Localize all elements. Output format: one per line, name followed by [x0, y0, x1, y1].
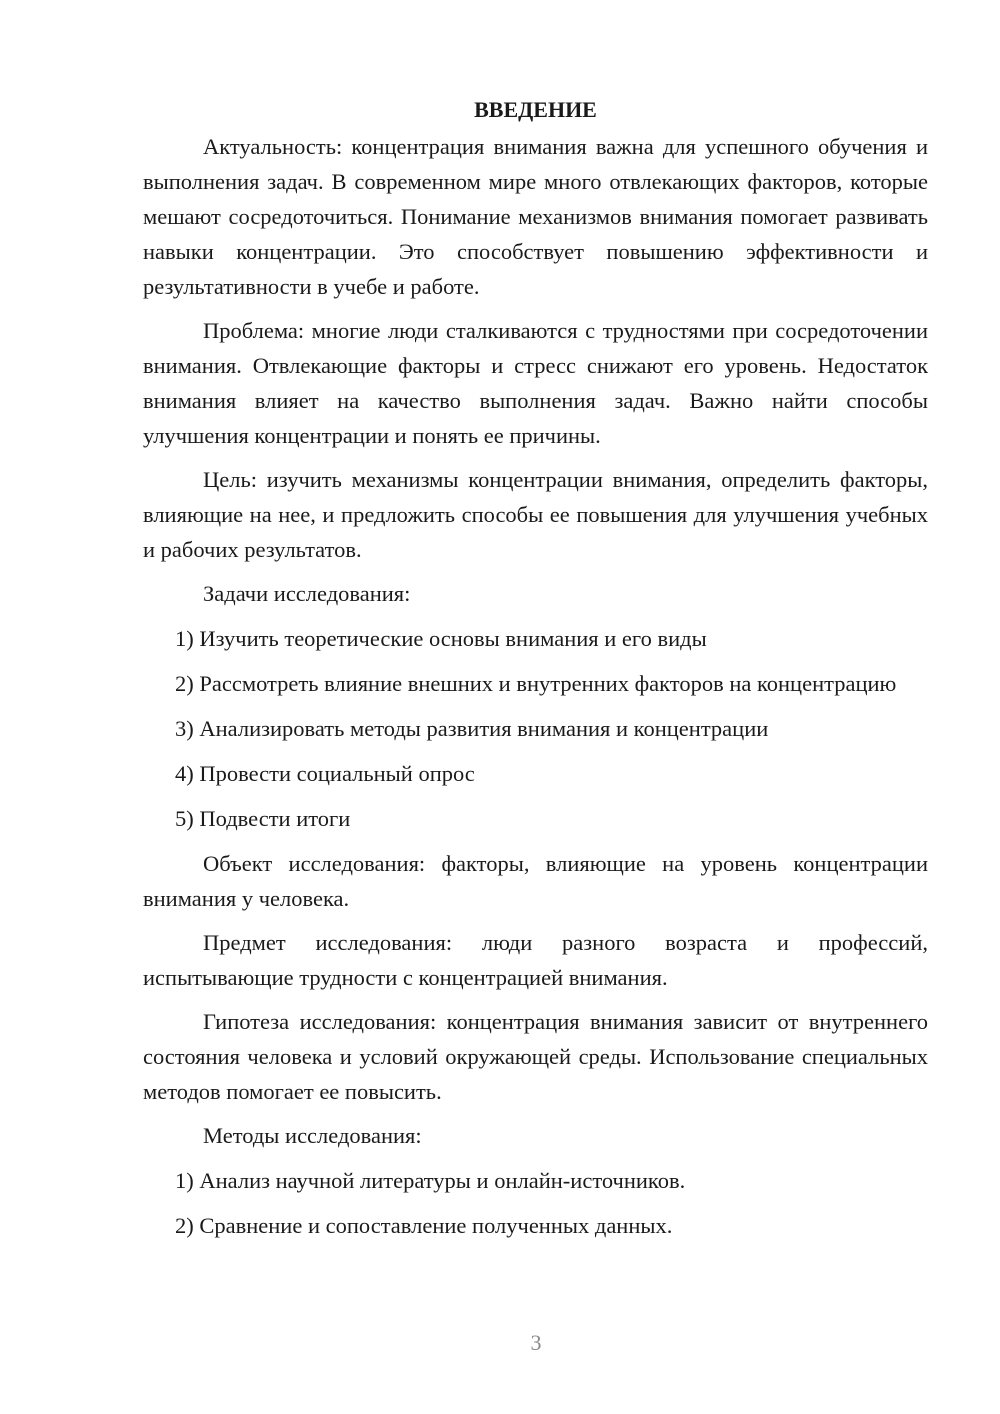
problem-paragraph: Проблема: многие люди сталкиваются с трудностями при сосредоточении внимания. Отвлекающие факторы и стресс снижают его уровень. Недостаток внимания влияет на качество выполнения задач. Важно найти способы улучшения концентрации и понять ее причины. — [143, 318, 928, 448]
document-page — [143, 92, 928, 1253]
tasks-label: Задачи исследования: — [203, 581, 411, 606]
methods-list — [143, 1163, 928, 1243]
list-item: 1) Анализ научной литературы и онлайн-источников. — [175, 1168, 686, 1193]
page-title: ВВЕДЕНИЕ — [474, 97, 597, 122]
subject-paragraph: Предмет исследования: люди разного возраста и профессий, испытывающие трудности с концентрацией внимания. — [143, 930, 928, 990]
page-number: 3 — [530, 1330, 542, 1355]
list-item: 4) Провести социальный опрос — [175, 761, 475, 786]
hypothesis-paragraph: Гипотеза исследования: концентрация внимания зависит от внутреннего состояния человека и условий окружающей среды. Использование специальных методов помогает ее повысить. — [143, 1009, 928, 1104]
goal-paragraph: Цель: изучить механизмы концентрации внимания, определить факторы, влияющие на нее, и предложить способы ее повышения для улучшения учебных и рабочих результатов. — [143, 467, 928, 562]
relevance-paragraph: Актуальность: концентрация внимания важна для успешного обучения и выполнения задач. В современном мире много отвлекающих факторов, которые мешают сосредоточиться. Понимание механизмов внимания помогает развивать навыки концентрации. Это способствует повышению эффективности и результативности в учебе и работе. — [143, 134, 928, 299]
methods-label: Методы исследования: — [203, 1123, 422, 1148]
list-item: 2) Рассмотреть влияние внешних и внутренних факторов на концентрацию — [175, 671, 897, 696]
list-item: 2) Сравнение и сопоставление полученных данных. — [175, 1213, 673, 1238]
tasks-list — [143, 621, 928, 836]
list-item: 1) Изучить теоретические основы внимания и его виды — [175, 626, 707, 651]
object-paragraph: Объект исследования: факторы, влияющие на уровень концентрации внимания у человека. — [143, 851, 928, 911]
list-item: 5) Подвести итоги — [175, 806, 351, 831]
list-item: 3) Анализировать методы развития внимания и концентрации — [175, 716, 769, 741]
